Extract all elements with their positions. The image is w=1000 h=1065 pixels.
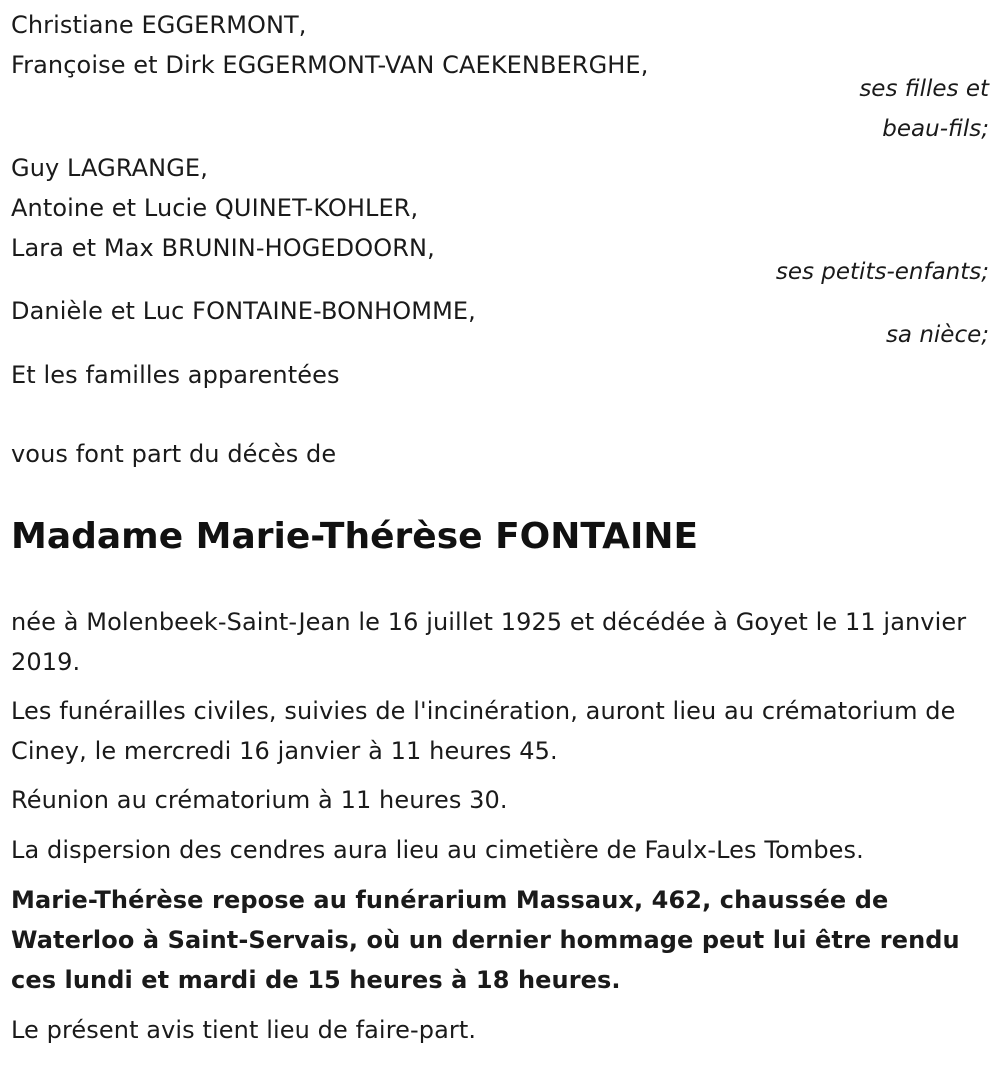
grandchild-name-1: Guy LAGRANGE, [11, 154, 208, 182]
announcement-text: vous font part du décès de [11, 440, 337, 468]
niece-name: Danièle et Luc FONTAINE-BONHOMME, [11, 297, 476, 325]
viewing-paragraph: Marie-Thérèse repose au funérarium Massaux, 462, chaussée de Waterloo à Saint-Servais, où un dernier hommage peut lui être rendu ces lundi et mardi de 15 heures à 18 heures. [11, 886, 960, 994]
ashes-paragraph: La dispersion des cendres aura lieu au cimetière de Faulx-Les Tombes. [11, 836, 864, 864]
related-families: Et les familles apparentées [11, 361, 340, 389]
funeral-paragraph: Les funérailles civiles, suivies de l'incinération, auront lieu au crématorium de Ciney, le mercredi 16 janvier à 11 heures 45. [11, 697, 956, 765]
grandchild-name-3: Lara et Max BRUNIN-HOGEDOORN, [11, 234, 435, 262]
grandchild-name-2: Antoine et Lucie QUINET-KOHLER, [11, 194, 419, 222]
deceased-name-title: Madame Marie-Thérèse FONTAINE [11, 516, 699, 557]
notice-paragraph: Le présent avis tient lieu de faire-part. [11, 1016, 477, 1044]
birth-death-paragraph: née à Molenbeek-Saint-Jean le 16 juillet 1925 et décédée à Goyet le 11 janvier 2019. [11, 608, 967, 676]
daughter-name-1: Christiane EGGERMONT, [11, 11, 307, 39]
daughters-role-line-1: ses filles et [859, 76, 989, 102]
grandchildren-role: ses petits-enfants; [775, 259, 989, 285]
gathering-paragraph: Réunion au crématorium à 11 heures 30. [11, 786, 508, 814]
daughters-role-line-2: beau-fils; [882, 116, 989, 142]
daughter-name-2: Françoise et Dirk EGGERMONT-VAN CAEKENBERGHE, [11, 51, 649, 79]
niece-role: sa nièce; [885, 322, 989, 348]
